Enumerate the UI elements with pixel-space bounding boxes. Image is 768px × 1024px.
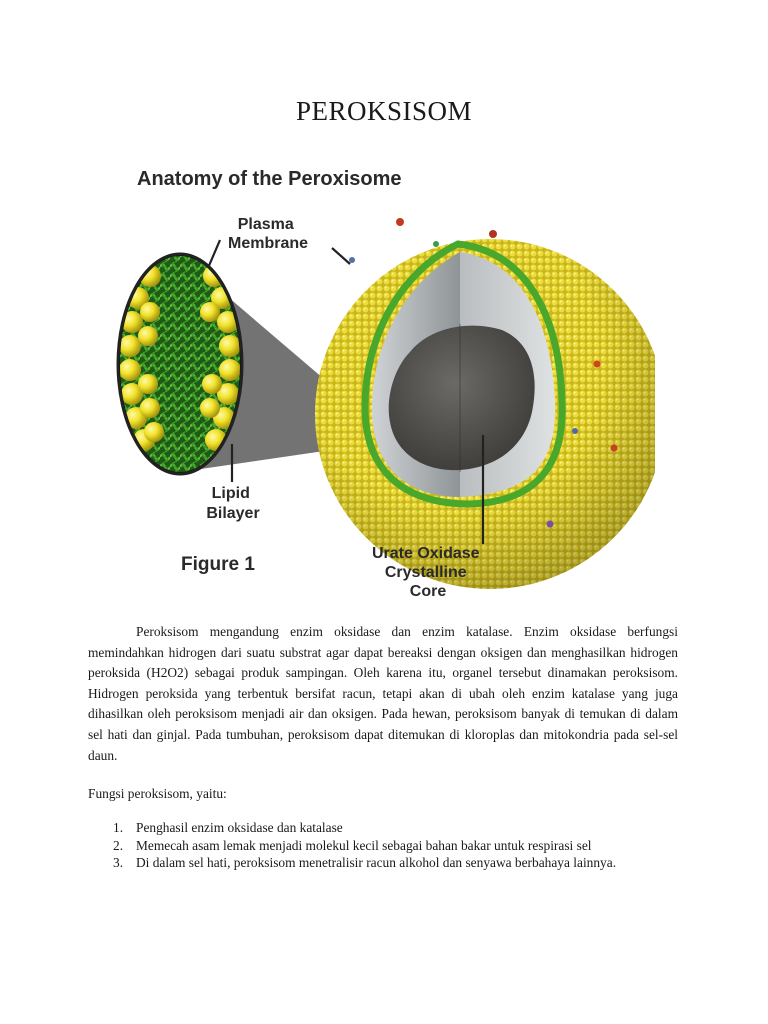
- list-number: 2.: [113, 837, 124, 853]
- core-label: Urate Oxidase Crystalline Core: [371, 545, 480, 600]
- plasma-membrane-pointer-left: [208, 240, 220, 268]
- peroxisome-figure: [110, 152, 655, 607]
- list-text: Penghasil enzim oksidase dan katalase: [136, 820, 343, 835]
- list-number: 3.: [113, 855, 124, 870]
- body-paragraph: Peroksisom mengandung enzim oksidase dan enzim katalase. Enzim oksidase berfungsi memindahkan hidrogen dari suatu substrat agar dapat bereaksi dengan oksigen dan menghasilkan hidrogen peroksida (H2O2) sebagai produk sampingan. Oleh karena itu, organel tersebut dinamakan peroksisom. Hidrogen peroksida yang terbentuk bersifat racun, tetapi akan di ubah oleh enzim katalase yang juga dihasilkan oleh peroksisom menjadi air dan oksigen. Pada hewan, peroksisom banyak di temukan di dalam sel hati dan ginjal. Pada tumbuhan, peroksisom dapat ditemukan di kloroplas dan mitokondria pada sel-sel daun.: [88, 624, 678, 763]
- plasma-membrane-label: Plasma Membrane: [227, 216, 309, 252]
- figure-caption: Figure 1: [181, 554, 255, 575]
- lipid-bilayer-label: Lipid Bilayer: [206, 485, 260, 522]
- plasma-membrane-pointer: [332, 248, 350, 264]
- list-text: Memecah asam lemak menjadi molekul kecil sebagai bahan bakar untuk respirasi sel: [136, 837, 592, 853]
- functions-list: [88, 819, 688, 872]
- list-item: [88, 854, 688, 872]
- figure-heading: Anatomy of the Peroxisome: [137, 168, 402, 190]
- list-item: [88, 819, 688, 837]
- list-item: [88, 837, 688, 855]
- list-text: Di dalam sel hati, peroksisom menetralisir racun alkohol dan senyawa berbahaya lainnya.: [136, 855, 617, 870]
- list-number: 1.: [113, 820, 124, 835]
- functions-intro: Fungsi peroksisom, yaitu:: [88, 786, 227, 801]
- page-title: PEROKSISOM: [295, 96, 473, 126]
- peroxisome-sphere: [315, 218, 655, 589]
